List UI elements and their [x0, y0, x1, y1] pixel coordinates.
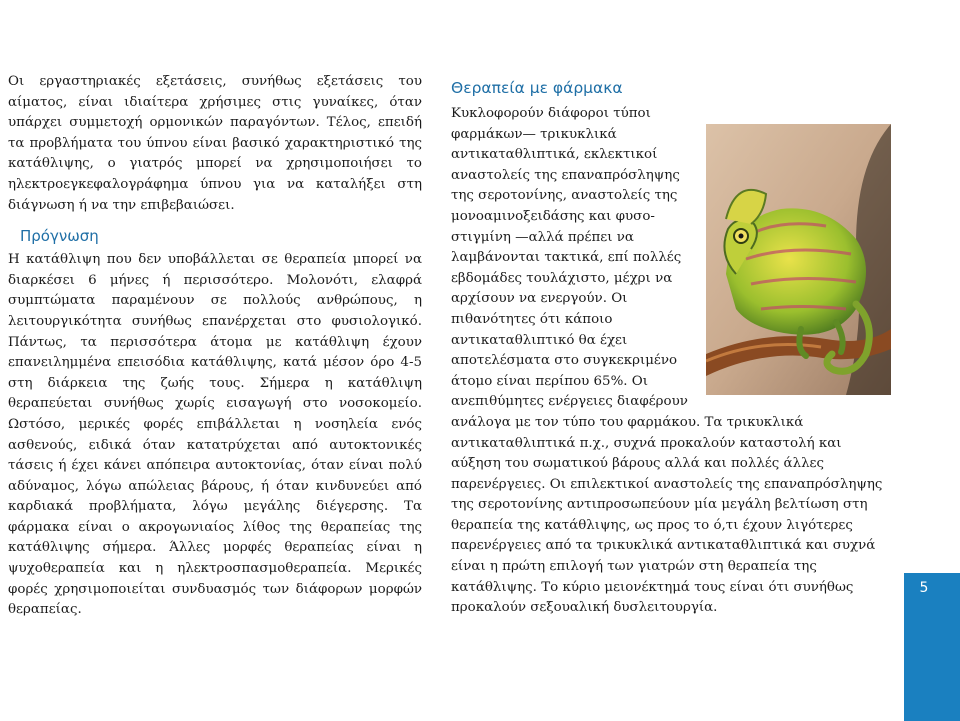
intro-paragraph: Οι εργαστηριακές εξετάσεις, συνήθως εξετάσεις του αίματος, είναι ιδιαίτερα χρήσιμες στις γυναίκες, όταν υπάρχει συμμετοχή ορμονικών παραγόντων. Τέλος, επειδή τα προβλήματα του ύπνου είναι βασικό χαρακτηριστικό της κατάθλιψης, ο γιατρός μπορεί να χρησιμοποιήσει το ηλεκτροεγκεφαλογράφημα ύπνου για να καταλήξει στη διάγνωση ή να την επιβεβαιώσει.: [8, 74, 422, 213]
drug-therapy-heading: Θεραπεία με φάρμακα: [451, 79, 623, 97]
page-band-divider: [904, 571, 960, 573]
prognosis-paragraph: Η κατάθλιψη που δεν υποβάλλεται σε θεραπεία μπορεί να διαρκέσει 6 μήνες ή περισσότερο. Μολονότι, ελαφρά συμπτώματα παραμένουν σε πολλούς ανθρώπους, η λειτουργικότητα συνήθως επανέρχεται στο φυσιολογικό. Πάντως, τα περισσότερα άτομα με κατάθλιψη έχουν επανειλημμένα επεισόδια κατάθλιψης, κατά μέσον όρο 4-5 στη διάρκεια της ζωής τους. Σήμερα η κατάθλιψη θεραπεύεται συνήθως χωρίς εισαγωγή στο νοσοκομείο. Ωστόσο, μερικές φορές επιβάλλεται η νοσηλεία ενός ασθενούς, ειδικά όταν κατατρύχεται από αυτοκτονικές τάσεις ή έχει κάνει απόπειρα αυτοκτονίας, όταν είναι πολύ αδύναμος, λόγω απώλειας βάρους, ή όταν κινδυνεύει από καρδιακά προβλήματα, λόγω μεγάλης διέγερσης. Τα φάρμακα είναι ο ακρογωνιαίος λίθος της θεραπείας της κατάθλιψης σήμερα. Άλλες μορφές θεραπείας είναι η ψυχοθεραπεία και η ηλεκτροσπασμοθεραπεία. Μερικές φορές χρησιμοποιείται συνδυασμός των διάφορων μορφών θεραπείας.: [8, 252, 422, 618]
left-column: [8, 72, 422, 621]
right-column: [451, 78, 891, 619]
drug-therapy-paragraph: Κυκλοφορούν διάφοροι τύποι φαρμάκων— τρικυκλικά αντικαταθλιπτικά, εκλεκτικοί αναστολείς της επαναπρόσληψης της σεροτονίνης, αναστολείς της μονοαμινοξειδάσης και φυσο-στιγμίνη —αλλά πρέπει να λαμβάνονται τακτικά, επί πολλές εβδομάδες τουλάχιστο, μέχρι να αρχίσουν να ενεργούν. Οι πιθανότητες ότι κάποιο αντικαταθλιπτικό θα έχει αποτελέσματα στο συγκεκριμένο άτομο είναι περίπου 65%. Οι ανεπιθύμητες ενέργειες διαφέρουν ανάλογα με τον τύπο του φαρμάκου. Τα τρικυκλικά αντικαταθλιπτικά π.χ., συχνά προκαλούν καταστολή και αύξηση του σωματικού βάρους αλλά και πολλές άλλες παρενέργειες. Οι επιλεκτικοί αναστολείς της επαναπρόσληψης της σεροτονίνης αντιπροσωπεύουν μία μεγάλη βελτίωση στη θεραπεία της κατάθλιψης, ως προς το ό,τι έχουν λιγότερες παρενέργειες από τα τρικυκλικά αντικαταθλιπτικά και συχνά είναι η πρώτη επιλογή των γιατρών στη θεραπεία της κατάθλιψης. Το κύριο μειονέκτημά τους είναι ότι συνήθως προκαλούν σεξουαλική δυσλειτουργία.: [451, 106, 883, 616]
page-number: 5: [919, 580, 929, 596]
chameleon-photo: [706, 124, 891, 395]
prognosis-heading: Πρόγνωση: [20, 227, 99, 246]
